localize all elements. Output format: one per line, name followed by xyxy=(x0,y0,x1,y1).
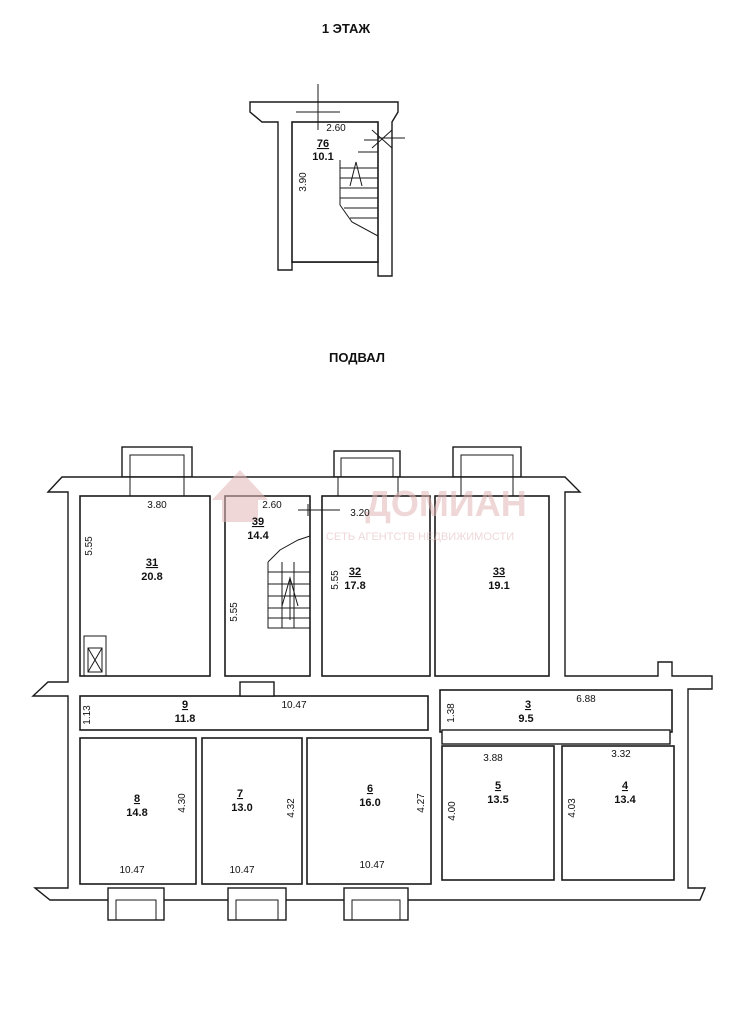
room-3-number: 3 xyxy=(524,699,532,711)
dim-5-height: 4.00 xyxy=(447,801,458,821)
basement-header: ПОДВАЛ xyxy=(329,350,385,365)
room-7-area: 13.0 xyxy=(231,802,253,814)
watermark-tagline: СЕТЬ АГЕНТСТВ НЕДВИЖИМОСТИ xyxy=(325,531,515,543)
window-well xyxy=(122,447,192,477)
window-well xyxy=(453,447,521,477)
dim-32-width: 3.20 xyxy=(350,508,370,519)
room-31-area: 20.8 xyxy=(141,571,163,583)
room-6-area: 16.0 xyxy=(359,797,381,809)
room-4-number: 4 xyxy=(621,780,629,792)
floor1-plan xyxy=(250,84,405,276)
room-6-number: 6 xyxy=(366,783,374,795)
room-8-number: 8 xyxy=(133,793,141,805)
basement-plan xyxy=(33,447,712,920)
dim-4-height: 4.03 xyxy=(567,798,578,818)
room-3-area: 9.5 xyxy=(518,713,534,725)
room-5 xyxy=(442,746,554,880)
room-5-number: 5 xyxy=(494,780,502,792)
window-well xyxy=(344,888,408,920)
room-39-area: 14.4 xyxy=(247,530,269,542)
room-31 xyxy=(80,496,210,676)
room-39-number: 39 xyxy=(251,516,265,528)
room-31-number: 31 xyxy=(145,557,159,569)
window-well xyxy=(334,451,400,477)
dim-4-width: 3.32 xyxy=(611,749,631,760)
dim-7-width: 10.47 xyxy=(229,865,255,876)
room-4-area: 13.4 xyxy=(614,794,636,806)
room-7-number: 7 xyxy=(236,788,244,800)
room-33-number: 33 xyxy=(492,566,506,578)
room-33-area: 19.1 xyxy=(488,580,510,592)
room-76-number: 76 xyxy=(316,138,330,150)
room-4 xyxy=(562,746,674,880)
room-9 xyxy=(80,696,428,730)
room-32-area: 17.8 xyxy=(344,580,366,592)
room-9-number: 9 xyxy=(181,699,189,711)
dim-3-width: 1.38 xyxy=(446,703,457,723)
room-9-area: 11.8 xyxy=(174,713,196,725)
dim-31-height: 5.55 xyxy=(84,536,95,556)
dim-8-width: 10.47 xyxy=(119,865,145,876)
watermark-brand: ДОМИАН xyxy=(365,483,527,524)
dim-39-width: 2.60 xyxy=(262,500,282,511)
floor1-header: 1 ЭТАЖ xyxy=(321,21,371,36)
dim-9-width: 1.13 xyxy=(82,705,93,725)
dim-32-height: 5.55 xyxy=(330,570,341,590)
room-8-area: 14.8 xyxy=(126,807,148,819)
room-32-number: 32 xyxy=(348,566,362,578)
room-5-area: 13.5 xyxy=(487,794,509,806)
dim-6-height: 4.27 xyxy=(416,793,427,813)
dim-6-width: 10.47 xyxy=(359,860,385,871)
window-well xyxy=(228,888,286,920)
dim-5-width: 3.88 xyxy=(483,753,503,764)
dim-3-length: 6.88 xyxy=(576,694,596,705)
dim-9-length: 10.47 xyxy=(281,700,307,711)
dim-7-height: 4.32 xyxy=(286,798,297,818)
dim-8-height: 4.30 xyxy=(177,793,188,813)
room-3 xyxy=(440,690,672,732)
dim-76-height: 3.90 xyxy=(298,172,309,192)
dim-76-width: 2.60 xyxy=(326,123,346,134)
room-76-area: 10.1 xyxy=(312,151,334,163)
dim-39-height: 5.55 xyxy=(229,602,240,622)
dim-31-width: 3.80 xyxy=(147,500,167,511)
